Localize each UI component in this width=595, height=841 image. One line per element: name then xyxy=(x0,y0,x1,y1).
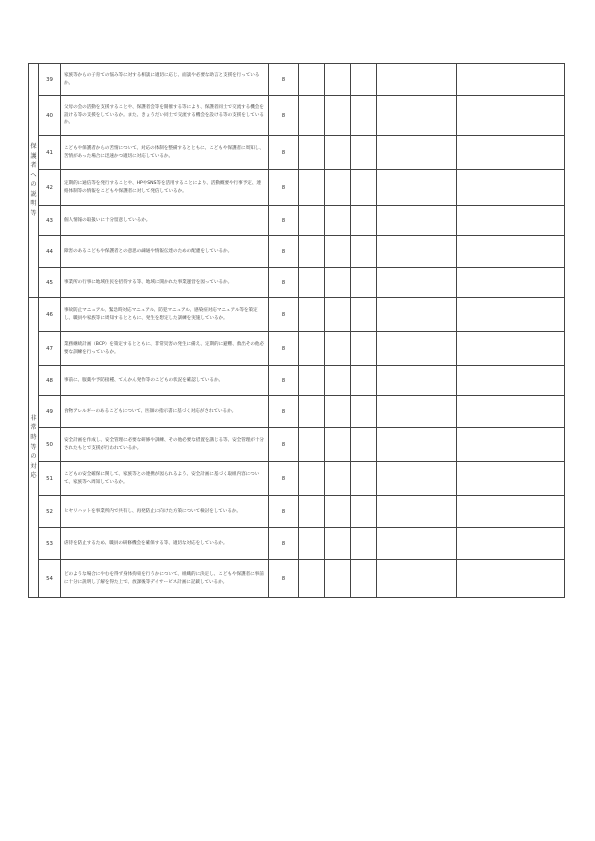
category-cell xyxy=(29,64,39,298)
blank-cell-3 xyxy=(351,560,377,598)
item-text: 食物アレルギーのあるこどもについて、医師の指示書に基づく対応がされているか。 xyxy=(61,396,269,428)
blank-cell-3 xyxy=(351,170,377,206)
answer-count: 8 xyxy=(269,366,299,396)
improvement-cell xyxy=(457,236,565,268)
improvement-cell xyxy=(457,136,565,170)
blank-cell-1 xyxy=(299,64,325,96)
item-text: 安全計画を作成し、安全管理に必要な研修や訓練、その他必要な措置を講じる等、安全管理が十分されたもとで支援が行われているか。 xyxy=(61,428,269,462)
blank-cell-2 xyxy=(325,428,351,462)
item-text: 家族等からの子育ての悩み等に対する相談に適切に応じ、面談や必要な助言と支援を行っているか。 xyxy=(61,64,269,96)
blank-cell-2 xyxy=(325,96,351,136)
table-row xyxy=(29,528,565,560)
blank-cell-3 xyxy=(351,396,377,428)
blank-cell-3 xyxy=(351,462,377,496)
blank-cell-2 xyxy=(325,396,351,428)
blank-cell-1 xyxy=(299,396,325,428)
blank-cell-2 xyxy=(325,268,351,298)
item-number: 44 xyxy=(39,236,61,268)
blank-cell-2 xyxy=(325,462,351,496)
item-number: 46 xyxy=(39,298,61,332)
table-row xyxy=(29,332,565,366)
comment-cell xyxy=(377,496,457,528)
blank-cell-3 xyxy=(351,332,377,366)
blank-cell-2 xyxy=(325,332,351,366)
item-number: 45 xyxy=(39,268,61,298)
comment-cell xyxy=(377,136,457,170)
table-row xyxy=(29,298,565,332)
table-row xyxy=(29,560,565,598)
answer-count: 8 xyxy=(269,298,299,332)
answer-count: 8 xyxy=(269,462,299,496)
comment-cell xyxy=(377,206,457,236)
blank-cell-2 xyxy=(325,528,351,560)
item-number: 47 xyxy=(39,332,61,366)
answer-count: 8 xyxy=(269,268,299,298)
improvement-cell xyxy=(457,560,565,598)
blank-cell-3 xyxy=(351,528,377,560)
blank-cell-1 xyxy=(299,96,325,136)
item-number: 53 xyxy=(39,528,61,560)
improvement-cell xyxy=(457,64,565,96)
answer-count: 8 xyxy=(269,206,299,236)
evaluation-table xyxy=(28,63,565,598)
blank-cell-1 xyxy=(299,366,325,396)
improvement-cell xyxy=(457,366,565,396)
answer-count: 8 xyxy=(269,560,299,598)
table-row xyxy=(29,136,565,170)
improvement-cell xyxy=(457,298,565,332)
answer-count: 8 xyxy=(269,96,299,136)
blank-cell-1 xyxy=(299,462,325,496)
blank-cell-1 xyxy=(299,560,325,598)
blank-cell-2 xyxy=(325,170,351,206)
item-text: 事前に、服薬や予防接種、てんかん発作等のこどもの状況を確認しているか。 xyxy=(61,366,269,396)
item-text: 虐待を防止するため、職員の研修機会を確保する等、適切な対応をしているか。 xyxy=(61,528,269,560)
item-number: 49 xyxy=(39,396,61,428)
blank-cell-3 xyxy=(351,268,377,298)
blank-cell-2 xyxy=(325,64,351,96)
item-number: 42 xyxy=(39,170,61,206)
improvement-cell xyxy=(457,462,565,496)
blank-cell-2 xyxy=(325,206,351,236)
table-row xyxy=(29,496,565,528)
improvement-cell xyxy=(457,496,565,528)
blank-cell-1 xyxy=(299,170,325,206)
blank-cell-3 xyxy=(351,64,377,96)
blank-cell-2 xyxy=(325,298,351,332)
item-text: 定期的に通信等を発行することや、HPやSNS等を活用することにより、活動概要や行事予定、連絡体制等の情報をこどもや保護者に対して発信しているか。 xyxy=(61,170,269,206)
improvement-cell xyxy=(457,170,565,206)
answer-count: 8 xyxy=(269,170,299,206)
comment-cell xyxy=(377,396,457,428)
answer-count: 8 xyxy=(269,136,299,170)
blank-cell-1 xyxy=(299,136,325,170)
table-row xyxy=(29,206,565,236)
table-row xyxy=(29,170,565,206)
blank-cell-3 xyxy=(351,366,377,396)
blank-cell-3 xyxy=(351,136,377,170)
answer-count: 8 xyxy=(269,528,299,560)
item-text: 業務継続計画（BCP）を策定するとともに、非常災害の発生に備え、定期的に避難、救出その他必要な訓練を行っているか。 xyxy=(61,332,269,366)
item-text: 障害のあるこどもや保護者との意思の疎通や情報伝達のための配慮をしているか。 xyxy=(61,236,269,268)
category-cell xyxy=(29,298,39,598)
item-number: 50 xyxy=(39,428,61,462)
comment-cell xyxy=(377,64,457,96)
comment-cell xyxy=(377,236,457,268)
improvement-cell xyxy=(457,206,565,236)
improvement-cell xyxy=(457,332,565,366)
category-label: 保護者への説明等 xyxy=(30,142,37,218)
blank-cell-2 xyxy=(325,236,351,268)
blank-cell-1 xyxy=(299,496,325,528)
blank-cell-3 xyxy=(351,428,377,462)
table-row xyxy=(29,462,565,496)
improvement-cell xyxy=(457,528,565,560)
blank-cell-2 xyxy=(325,496,351,528)
improvement-cell xyxy=(457,428,565,462)
item-number: 48 xyxy=(39,366,61,396)
table-row xyxy=(29,96,565,136)
comment-cell xyxy=(377,428,457,462)
item-text: 個人情報の取扱いに十分留意しているか。 xyxy=(61,206,269,236)
item-text: こどもの安全確保に関して、家族等との連携が図られるよう、安全計画に基づく取組内容について、家族等へ周知しているか。 xyxy=(61,462,269,496)
answer-count: 8 xyxy=(269,396,299,428)
blank-cell-1 xyxy=(299,332,325,366)
item-text: 事業所の行事に地域住民を招待する等、地域に開かれた事業運営を図っているか。 xyxy=(61,268,269,298)
item-text: こどもや保護者からの苦情について、対応の体制を整備するとともに、こどもや保護者に周知し、苦情があった場合に迅速かつ適切に対応しているか。 xyxy=(61,136,269,170)
blank-cell-3 xyxy=(351,206,377,236)
comment-cell xyxy=(377,170,457,206)
table-row xyxy=(29,64,565,96)
improvement-cell xyxy=(457,396,565,428)
blank-cell-2 xyxy=(325,366,351,396)
blank-cell-1 xyxy=(299,298,325,332)
blank-cell-1 xyxy=(299,268,325,298)
table-row xyxy=(29,428,565,462)
blank-cell-1 xyxy=(299,206,325,236)
answer-count: 8 xyxy=(269,64,299,96)
blank-cell-3 xyxy=(351,298,377,332)
blank-cell-1 xyxy=(299,236,325,268)
item-text: 事故防止マニュアル、緊急時対応マニュアル、防犯マニュアル、感染症対応マニュアル等を策定し、職員や家族等に周知するとともに、発生を想定した訓練を実施しているか。 xyxy=(61,298,269,332)
improvement-cell xyxy=(457,268,565,298)
blank-cell-2 xyxy=(325,136,351,170)
table-row xyxy=(29,236,565,268)
item-text: どのような場合にやむを得ず身体拘束を行うかについて、組織的に決定し、こどもや保護者に事前に十分に説明し了解を得た上で、放課後等デイサービス計画に記載しているか。 xyxy=(61,560,269,598)
comment-cell xyxy=(377,560,457,598)
comment-cell xyxy=(377,96,457,136)
answer-count: 8 xyxy=(269,496,299,528)
improvement-cell xyxy=(457,96,565,136)
item-number: 41 xyxy=(39,136,61,170)
answer-count: 8 xyxy=(269,332,299,366)
blank-cell-3 xyxy=(351,96,377,136)
table-row xyxy=(29,268,565,298)
item-number: 40 xyxy=(39,96,61,136)
item-text: ヒヤリハットを事業所内で共有し、再発防止に向けた方策について検討をしているか。 xyxy=(61,496,269,528)
blank-cell-3 xyxy=(351,236,377,268)
blank-cell-2 xyxy=(325,560,351,598)
comment-cell xyxy=(377,298,457,332)
answer-count: 8 xyxy=(269,428,299,462)
blank-cell-1 xyxy=(299,428,325,462)
item-number: 51 xyxy=(39,462,61,496)
comment-cell xyxy=(377,462,457,496)
comment-cell xyxy=(377,332,457,366)
item-number: 52 xyxy=(39,496,61,528)
table-row xyxy=(29,396,565,428)
item-number: 39 xyxy=(39,64,61,96)
item-text: 父母の会の活動を支援することや、保護者会等を開催する等により、保護者同士で交流する機会を設ける等の支援をしているか。また、きょうだい同士で交流する機会を設ける等の支援をしているか。 xyxy=(61,96,269,136)
comment-cell xyxy=(377,366,457,396)
blank-cell-3 xyxy=(351,496,377,528)
item-number: 43 xyxy=(39,206,61,236)
answer-count: 8 xyxy=(269,236,299,268)
blank-cell-1 xyxy=(299,528,325,560)
item-number: 54 xyxy=(39,560,61,598)
comment-cell xyxy=(377,268,457,298)
category-label: 非常時等の対応 xyxy=(30,414,37,480)
table-row xyxy=(29,366,565,396)
comment-cell xyxy=(377,528,457,560)
